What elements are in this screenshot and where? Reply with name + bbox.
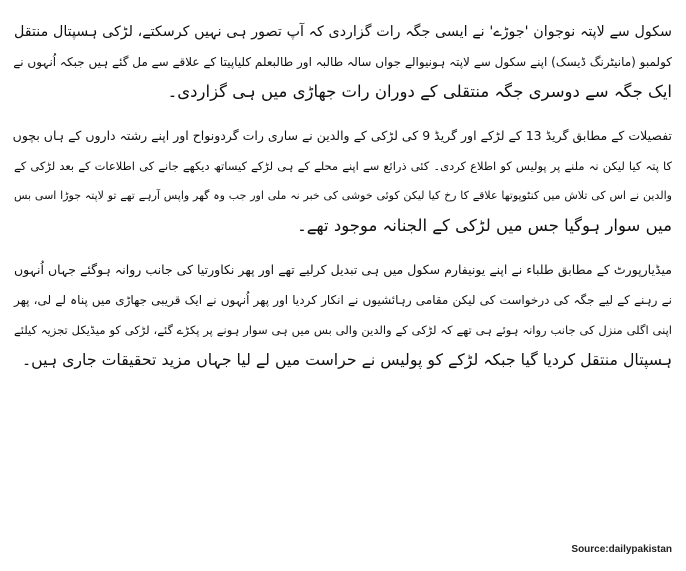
- paragraph-line: کا پتہ کیا لیکن نہ ملنے پر پولیس کو اطلاع کردی۔ کئی ذرائع سے اپنے محلے کے ہی لڑکے کیساتھ دیکھے جانے کی اطلاعات کے بعد لڑکی کے: [14, 159, 672, 173]
- paragraph-line: ہسپتال منتقل کردیا گیا جبکہ لڑکے کو پولیس نے حراست میں لے لیا جہاں مزید تحقیقات جاری ہیں۔: [21, 350, 672, 369]
- paragraph-2: [14, 126, 672, 246]
- paragraph-line: اپنی اگلی منزل کی جانب روانہ ہوئے ہی تھے کہ لڑکی کے والدین والی بس میں ہی سوار ہونے پر پکڑے گئے، لڑکی کو میڈیکل تجزیہ کیلئے: [14, 323, 672, 337]
- source-credit: Source:dailypakistan: [571, 544, 672, 555]
- paragraph-line: میڈیارپورٹ کے مطابق طلباء نے اپنے یونیفارم سکول میں ہی تبدیل کرلیے تھے اور پھر نکاورتیا کی جانب روانہ ہوگئے جہاں اُنہوں: [14, 262, 672, 277]
- paragraph-line: میں سوار ہوگیا جس میں لڑکی کے الجنانہ موجود تھے۔: [297, 216, 672, 235]
- paragraph-1: [14, 22, 672, 112]
- paragraph-line: سکول سے لاپتہ نوجوان 'جوڑے' نے ایسی جگہ رات گزاردی کہ آپ تصور ہی نہیں کرسکتے، لڑکی ہسپتال منتقل: [14, 24, 672, 40]
- paragraph-line: ایک جگہ سے دوسری جگہ منتقلی کے دوران رات جھاڑی میں ہی گزاردی۔: [167, 82, 672, 101]
- paragraph-line: والدین نے اس کی تلاش میں کنٹوپوتھا علاقے کا رخ کیا لیکن کوئی خوشی کی خبر نہ ملی اور جب وہ گھر واپس آرہے تھے تو لاپتہ جوڑا اسی بس: [14, 189, 672, 202]
- paragraph-line: تفصیلات کے مطابق گریڈ 13 کے لڑکے اور گریڈ 9 کی لڑکی کے والدین نے ساری رات گردونواح اور اپنے رشتہ داروں کے ہاں بچوں: [12, 128, 672, 143]
- article-body: [14, 22, 672, 380]
- paragraph-3: [14, 260, 672, 380]
- paragraph-line: نے رہنے کے لیے جگہ کی درخواست کی لیکن مقامی رہائشیوں نے انکار کردیا اور پھر اُنہوں نے ایک قریبی جھاڑی میں پناہ لے لی، پھر: [14, 293, 672, 307]
- paragraph-line: کولمبو (مانیٹرنگ ڈیسک) اپنے سکول سے لاپتہ ہونیوالے جواں سالہ طالبہ اور طالبعلم کلیاپیتا کے علاقے سے مل گئے ہیں جبکہ اُنہوں نے: [13, 55, 672, 69]
